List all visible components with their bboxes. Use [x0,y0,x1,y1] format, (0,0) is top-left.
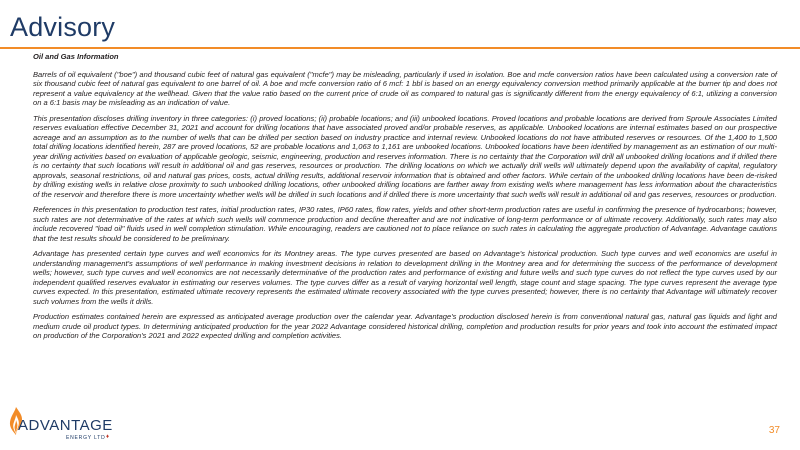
logo-subtext: ENERGY LTD [66,435,106,441]
section-heading: Oil and Gas Information [33,52,119,61]
paragraph-drilling-inventory: This presentation discloses drilling inventory in three categories: (i) proved locations; (ii) probable locations; and (iii) unbooked locations. Proved locations and probable locations are derived from Sproule Associates Limited reserves evaluation effective December 31, 2021 and account for drilling locations that have associated proved and/or probable reserves, as applicable. Unbooked locations are internal estimates based on our prospective acreage and an assumption as to the number of wells that can be drilled per section based on industry practice and internal review. Unbooked locations do not have attributed reserves or resources. Of the 1,400 to 1,500 total drilling locations identified herein, 287 are proved locations, 52 are probable locations and 1,063 to 1,161 are unbooked locations. Unbooked locations have been identified by management as an estimation of our multi-year drilling activities based on evaluation of applicable geologic, seismic, engineering, production and reserves information. There is no certainty that the Corporation will drill all unbooked drilling locations and if drilled there is no certainty that such locations will result in additional oil and gas reserves, resources or production. The drilling locations on which we actually drill wells will ultimately depend upon the availability of capital, regulatory approvals, seasonal restrictions, oil and natural gas prices, costs, actual drilling results, additional reservoir information that is obtained and other factors. While certain of the unbooked drilling locations have been de-risked by drilling existing wells in relative close proximity to such unbooked drilling locations, other unbooked drilling locations are farther away from existing wells where management has less information about the characteristics of the reservoir and therefore there is more uncertainty whether wells will be drilled in such locations and if drilled there is more uncertainty that such wells will result in additional oil and gas reserves, resources or production. [33,113,777,199]
logo-leaf-icon: ♦ [106,434,110,440]
company-logo [4,404,124,444]
paragraph-production-rates: References in this presentation to production test rates, initial production rates, IP30 rates, IP60 rates, flow rates, yields and other short-term production rates are useful in confirming the presence of hydrocarbons; however, such rates are not determinative of the rates at which such wells will commence production and decline thereafter and are not indicative of long-term performance or of ultimate recovery. Additionally, such rates may also include recovered "load oil" fluids used in well completion stimulation. While encouraging, readers are cautioned not to place reliance on such rates in calculating the aggregate production of Advantage. Advantage cautions that the test results should be considered to be preliminary. [33,205,777,243]
paragraph-boe: Barrels of oil equivalent ("boe") and thousand cubic feet of natural gas equivalent ("mcfe") may be misleading, particularly if used in isolation. Boe and mcfe conversion ratios have been calculated using a conversion rate of six thousand cubic feet of natural gas equivalent to one barrel of oil. A boe and mcfe conversion ratio of 6 mcf: 1 bbl is based on an energy equivalency conversion method primarily applicable at the burner tip and does not represent a value equivalency at the wellhead. Given that the value ratio based on the current price of crude oil as compared to natural gas is significantly different from the energy equivalency of 6:1, utilizing a conversion on a 6:1 basis may be misleading as an indication of value. [33,69,777,107]
advisory-body [33,52,777,347]
title-divider [0,47,800,49]
paragraph-production-estimates: Production estimates contained herein are expressed as anticipated average production over the calendar year. Advantage's production disclosed herein is from conventional natural gas, natural gas liquids and light and medium crude oil product types. In determining anticipated production for the year 2022 Advantage considered historical drilling, completion and production results for prior years and took into account the estimated impact on production of the Corporation's 2021 and 2022 expected drilling and completion activities. [33,312,777,340]
logo-wordmark: ADVANTAGE [18,417,113,434]
page-number: 37 [768,425,780,436]
page-title: Advisory [10,12,116,42]
paragraph-type-curves: Advantage has presented certain type curves and well economics for its Montney areas. The type curves presented are based on Advantage's historical production. Such type curves and well economics are useful in understanding management's assumptions of well performance in making investment decisions in relation to development drilling in the Montney area and for determining the success of the performance of development wells; however, such type curves and well economics are not necessarily determinative of the production rates and performance of existing and future wells and such type curves do not reflect the type curves used by our independent qualified reserves evaluator in estimating our reserves volumes. The type curves differ as a result of varying horizontal well length, stage count and stage spacing. The type curves represent the average type curves expected. In this presentation, estimated ultimate recovery represents the estimated ultimate recovery associated with the type curves presented; however, there is no certainty that Advantage will ultimately recover such volumes from the wells it drills. [33,249,777,306]
